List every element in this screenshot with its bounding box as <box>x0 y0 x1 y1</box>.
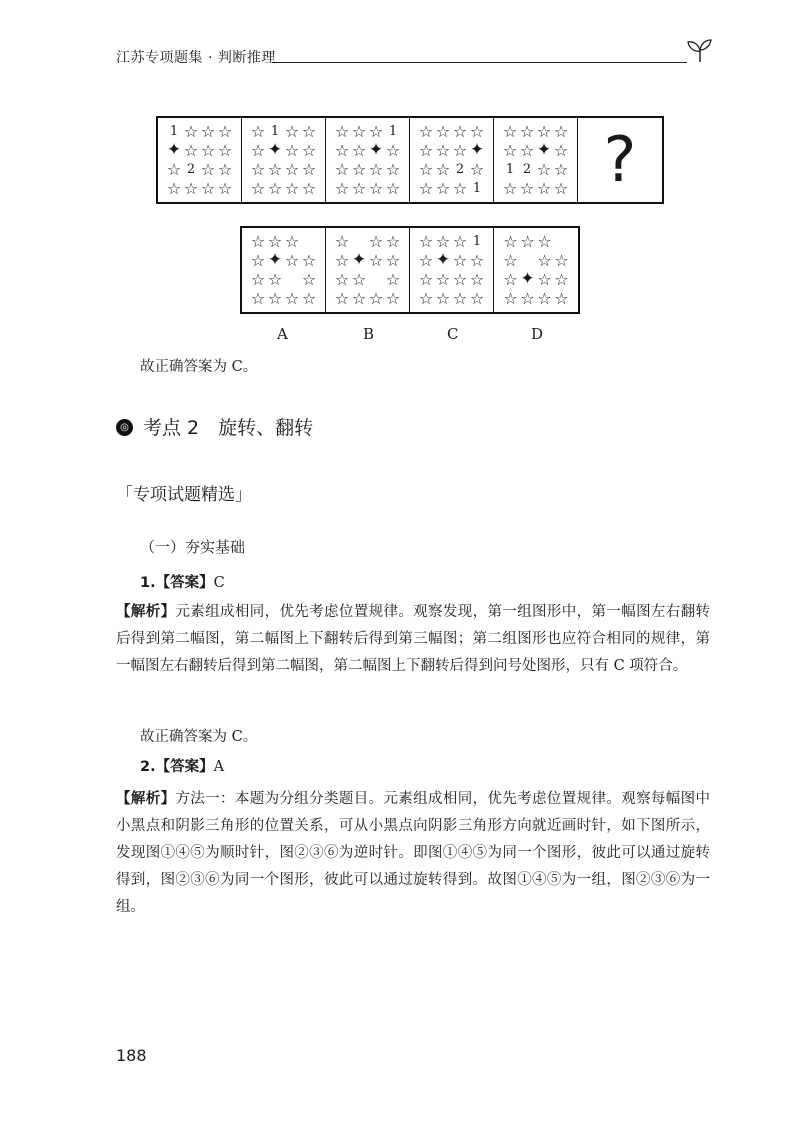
symbol-row <box>418 290 486 307</box>
option-label-a: A <box>277 325 288 343</box>
symbol-row <box>166 142 234 159</box>
star-icon: ☆ <box>435 141 451 160</box>
page-number: 188 <box>116 1046 147 1065</box>
four-point-star-icon: ✦ <box>351 250 367 270</box>
symbol-row <box>166 180 234 197</box>
star-icon: ☆ <box>418 122 434 141</box>
symbol-row <box>334 142 402 159</box>
four-point-star-icon: ✦ <box>368 140 384 160</box>
star-icon: ☆ <box>351 289 367 308</box>
star-icon: ☆ <box>469 160 485 179</box>
star-icon: ☆ <box>250 122 266 141</box>
q1-answer-line <box>140 572 225 594</box>
q2-analysis: 方法一：本题为分组分类题目。元素组成相同，优先考虑位置规律。观察每幅图中小黑点和阴影三角形的位置关系，可从小黑点向阴影三角形方向就近画时针，如下图所示，发现图①④⑤为顺时针，图②③⑥为逆时针。即图①④⑤为同一个图形，彼此可以通过旋转得到，图②③⑥为同一个图形，彼此可以通过旋转得到。故图①④⑤为一组，图②③⑥为一组。 <box>116 791 710 915</box>
star-icon: ☆ <box>351 160 367 179</box>
symbol-row <box>334 123 402 140</box>
star-icon: ☆ <box>503 232 518 251</box>
four-point-star-icon: ✦ <box>267 140 283 160</box>
symbol-row <box>502 252 570 269</box>
symbol-row <box>502 161 570 178</box>
star-icon: ☆ <box>385 270 401 289</box>
star-icon: ☆ <box>368 122 384 141</box>
star-icon: ☆ <box>536 122 552 141</box>
symbol-row <box>418 161 486 178</box>
four-point-star-icon: ✦ <box>520 269 535 289</box>
star-icon: ☆ <box>435 232 451 251</box>
q1-analysis: 元素组成相同，优先考虑位置规律。观察发现，第一组图形中，第一幅图左右翻转后得到第二幅图，第二幅图上下翻转后得到第三幅图；第二组图形也应符合相同的规律，第一幅图左右翻转后得到第二幅图，第二幅图上下翻转后得到问号处图形，只有 C 项符合。 <box>116 604 710 674</box>
blank-slot <box>351 233 368 250</box>
symbol-row <box>502 180 570 197</box>
star-icon: ☆ <box>284 232 300 251</box>
symbol-row <box>334 233 402 250</box>
star-icon: ☆ <box>452 122 468 141</box>
star-icon: ☆ <box>217 122 233 141</box>
symbol-row <box>418 271 486 288</box>
star-icon: ☆ <box>250 232 266 251</box>
star-icon: ☆ <box>301 270 317 289</box>
q1-conclusion: 故正确答案为 C。 <box>140 729 258 745</box>
star-icon: ☆ <box>435 122 451 141</box>
star-icon: ☆ <box>452 232 468 251</box>
star-icon: ☆ <box>284 179 300 198</box>
star-icon: ☆ <box>301 289 317 308</box>
star-icon: ☆ <box>503 289 518 308</box>
q1-label: 1.【答案】 <box>140 575 214 591</box>
star-icon: ☆ <box>537 289 552 308</box>
star-icon: ☆ <box>502 141 518 160</box>
symbol-row <box>418 123 486 140</box>
symbol-row <box>250 142 318 159</box>
number-mark: 1 <box>270 124 280 139</box>
question-mark: ? <box>603 123 637 196</box>
sprout-icon <box>684 38 716 64</box>
star-icon: ☆ <box>267 232 283 251</box>
question-figure-row <box>156 116 664 204</box>
star-icon: ☆ <box>469 251 485 270</box>
star-icon: ☆ <box>284 160 300 179</box>
star-icon: ☆ <box>537 270 552 289</box>
star-icon: ☆ <box>250 160 266 179</box>
star-icon: ☆ <box>452 289 468 308</box>
star-icon: ☆ <box>301 141 317 160</box>
symbol-row <box>502 271 570 288</box>
star-icon: ☆ <box>334 289 350 308</box>
symbol-row <box>166 123 234 140</box>
star-icon: ☆ <box>267 160 283 179</box>
star-icon: ☆ <box>435 160 451 179</box>
star-icon: ☆ <box>519 179 535 198</box>
star-icon: ☆ <box>418 179 434 198</box>
blank-slot <box>368 271 385 288</box>
symbol-row <box>250 290 318 307</box>
star-icon: ☆ <box>418 232 434 251</box>
running-header: 江苏专项题集 · 判断推理 <box>116 50 276 66</box>
header-rule <box>272 62 687 63</box>
symbol-row <box>418 233 486 250</box>
question-cells-1 <box>158 118 242 202</box>
star-icon: ☆ <box>536 160 552 179</box>
star-icon: ☆ <box>502 122 518 141</box>
symbol-row <box>250 180 318 197</box>
symbol-row <box>250 161 318 178</box>
blank-slot <box>519 252 536 269</box>
section-icon: ◎ <box>116 419 133 436</box>
q1-answer: C <box>213 575 225 591</box>
question-mark-cell <box>578 118 662 202</box>
star-icon: ☆ <box>368 232 384 251</box>
conclusion-text: 故正确答案为 C。 <box>140 359 258 375</box>
star-icon: ☆ <box>301 251 317 270</box>
star-icon: ☆ <box>554 289 569 308</box>
four-point-star-icon: ✦ <box>536 140 552 160</box>
q1-analysis-tag: 【解析】 <box>116 604 176 620</box>
star-icon: ☆ <box>200 122 216 141</box>
blank-slot <box>301 233 318 250</box>
symbol-row <box>502 290 570 307</box>
star-icon: ☆ <box>334 141 350 160</box>
section-title: 考点 2 旋转、翻转 <box>143 417 314 439</box>
number-mark: 2 <box>455 162 465 177</box>
star-icon: ☆ <box>418 141 434 160</box>
star-icon: ☆ <box>368 251 384 270</box>
option-cells-4 <box>494 228 578 312</box>
q1-analysis-block <box>116 599 710 680</box>
question-cells-2 <box>242 118 326 202</box>
star-icon: ☆ <box>418 289 434 308</box>
q2-answer-line <box>140 756 224 778</box>
star-icon: ☆ <box>200 160 216 179</box>
star-icon: ☆ <box>217 179 233 198</box>
star-icon: ☆ <box>200 179 216 198</box>
star-icon: ☆ <box>368 160 384 179</box>
four-point-star-icon: ✦ <box>166 140 182 160</box>
star-icon: ☆ <box>520 289 535 308</box>
question-cells-4 <box>410 118 494 202</box>
symbol-row <box>250 233 318 250</box>
option-cells-3 <box>410 228 494 312</box>
star-icon: ☆ <box>553 141 569 160</box>
star-icon: ☆ <box>553 160 569 179</box>
star-icon: ☆ <box>351 270 367 289</box>
star-icon: ☆ <box>284 122 300 141</box>
symbol-row <box>418 252 486 269</box>
number-mark: 2 <box>186 162 196 177</box>
q2-analysis-block <box>116 786 710 921</box>
number-mark: 1 <box>472 181 482 196</box>
star-icon: ☆ <box>250 270 266 289</box>
star-icon: ☆ <box>452 270 468 289</box>
symbol-row <box>250 271 318 288</box>
blank-slot <box>553 233 570 250</box>
star-icon: ☆ <box>537 232 552 251</box>
star-icon: ☆ <box>217 160 233 179</box>
blank-slot <box>284 271 301 288</box>
star-icon: ☆ <box>183 141 199 160</box>
level-title: （一）夯实基础 <box>140 538 246 556</box>
star-icon: ☆ <box>385 179 401 198</box>
star-icon: ☆ <box>435 179 451 198</box>
symbol-row <box>418 180 486 197</box>
star-icon: ☆ <box>250 179 266 198</box>
star-icon: ☆ <box>385 251 401 270</box>
star-icon: ☆ <box>385 160 401 179</box>
number-mark: 2 <box>522 162 532 177</box>
star-icon: ☆ <box>536 179 552 198</box>
star-icon: ☆ <box>183 122 199 141</box>
number-mark: 1 <box>505 162 515 177</box>
star-icon: ☆ <box>200 141 216 160</box>
star-icon: ☆ <box>267 179 283 198</box>
star-icon: ☆ <box>452 251 468 270</box>
option-cells-1 <box>242 228 326 312</box>
star-icon: ☆ <box>217 141 233 160</box>
star-icon: ☆ <box>503 270 518 289</box>
star-icon: ☆ <box>418 160 434 179</box>
star-icon: ☆ <box>250 251 266 270</box>
symbol-row <box>334 290 402 307</box>
q2-answer: A <box>213 759 225 775</box>
option-label-c: C <box>447 325 459 343</box>
star-icon: ☆ <box>284 141 300 160</box>
star-icon: ☆ <box>519 141 535 160</box>
star-icon: ☆ <box>284 251 300 270</box>
symbol-row <box>334 252 402 269</box>
symbol-row <box>334 161 402 178</box>
star-icon: ☆ <box>469 270 485 289</box>
star-icon: ☆ <box>519 122 535 141</box>
star-icon: ☆ <box>385 232 401 251</box>
star-icon: ☆ <box>334 160 350 179</box>
star-icon: ☆ <box>368 289 384 308</box>
symbol-row <box>502 142 570 159</box>
star-icon: ☆ <box>435 270 451 289</box>
star-icon: ☆ <box>554 270 569 289</box>
option-cells-2 <box>326 228 410 312</box>
star-icon: ☆ <box>385 141 401 160</box>
symbol-row <box>250 123 318 140</box>
star-icon: ☆ <box>469 122 485 141</box>
star-icon: ☆ <box>250 289 266 308</box>
four-point-star-icon: ✦ <box>267 250 283 270</box>
star-icon: ☆ <box>469 289 485 308</box>
star-icon: ☆ <box>503 251 518 270</box>
star-icon: ☆ <box>334 179 350 198</box>
symbol-row <box>418 142 486 159</box>
star-icon: ☆ <box>183 179 199 198</box>
star-icon: ☆ <box>301 179 317 198</box>
symbol-row <box>334 271 402 288</box>
star-icon: ☆ <box>554 251 569 270</box>
star-icon: ☆ <box>537 251 552 270</box>
star-icon: ☆ <box>351 179 367 198</box>
star-icon: ☆ <box>267 270 283 289</box>
star-icon: ☆ <box>351 122 367 141</box>
four-point-star-icon: ✦ <box>469 140 485 160</box>
star-icon: ☆ <box>284 289 300 308</box>
star-icon: ☆ <box>452 141 468 160</box>
q2-label: 2.【答案】 <box>140 759 214 775</box>
star-icon: ☆ <box>435 289 451 308</box>
option-label-b: B <box>363 325 375 343</box>
subsection-title: 「专项试题精选」 <box>116 485 252 505</box>
star-icon: ☆ <box>418 270 434 289</box>
number-mark: 1 <box>472 234 482 249</box>
star-icon: ☆ <box>520 232 535 251</box>
symbol-row <box>334 180 402 197</box>
symbol-row <box>502 123 570 140</box>
q2-analysis-tag: 【解析】 <box>116 791 176 807</box>
question-cells-5 <box>494 118 578 202</box>
star-icon: ☆ <box>334 270 350 289</box>
question-cells-3 <box>326 118 410 202</box>
star-icon: ☆ <box>385 289 401 308</box>
star-icon: ☆ <box>334 251 350 270</box>
star-icon: ☆ <box>166 160 182 179</box>
star-icon: ☆ <box>334 232 350 251</box>
option-figure-row <box>240 226 580 314</box>
star-icon: ☆ <box>334 122 350 141</box>
star-icon: ☆ <box>250 141 266 160</box>
star-icon: ☆ <box>166 179 182 198</box>
star-icon: ☆ <box>301 160 317 179</box>
symbol-row <box>166 161 234 178</box>
option-label-d: D <box>531 325 544 343</box>
star-icon: ☆ <box>351 141 367 160</box>
star-icon: ☆ <box>267 289 283 308</box>
star-icon: ☆ <box>418 251 434 270</box>
number-mark: 1 <box>388 124 398 139</box>
star-icon: ☆ <box>553 179 569 198</box>
star-icon: ☆ <box>368 179 384 198</box>
number-mark: 1 <box>169 124 179 139</box>
four-point-star-icon: ✦ <box>435 250 451 270</box>
star-icon: ☆ <box>502 179 518 198</box>
star-icon: ☆ <box>452 179 468 198</box>
symbol-row <box>250 252 318 269</box>
symbol-row <box>502 233 570 250</box>
star-icon: ☆ <box>553 122 569 141</box>
star-icon: ☆ <box>301 122 317 141</box>
